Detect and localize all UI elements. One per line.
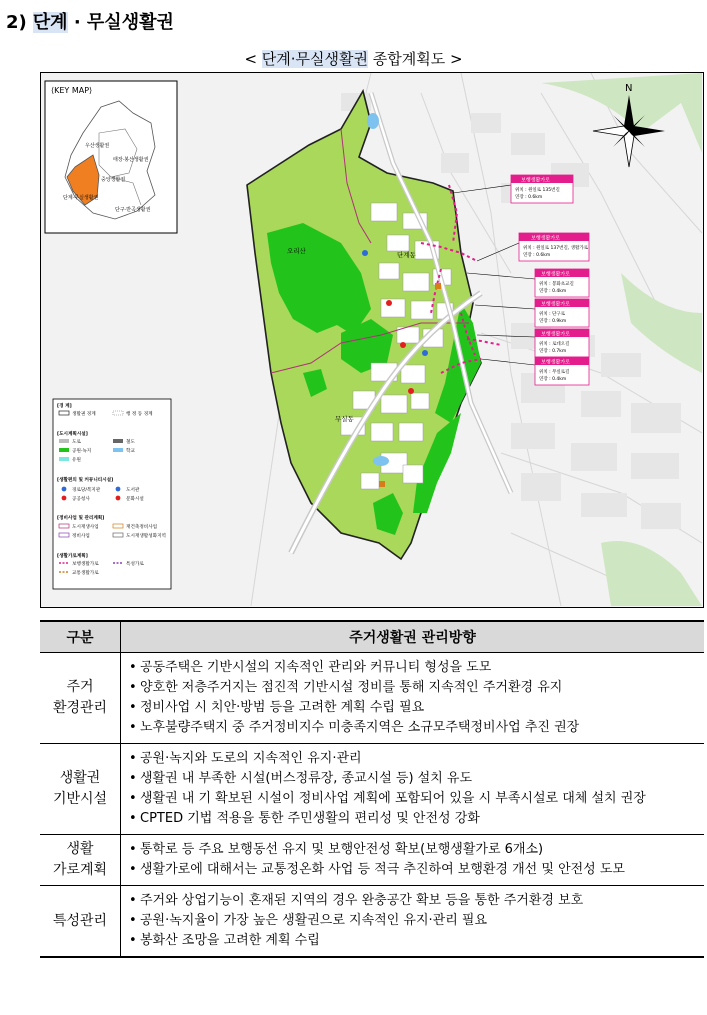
row-category <box>40 744 121 835</box>
legend-item-reconstruction: 재건축정비사업 <box>126 525 158 530</box>
caption-highlight: 단계·무실생활권 <box>261 50 368 68</box>
caption-prefix: < <box>244 50 262 68</box>
table-header-category: 구분 <box>40 621 121 653</box>
table-header-direction: 주거생활권 관리방향 <box>121 621 705 653</box>
management-direction-table <box>40 620 704 958</box>
map-caption <box>0 48 707 69</box>
list-item: • 생활권 내 부족한 시설(버스정류장, 종교시설 등) 설치 유도 <box>129 769 698 789</box>
table-row <box>40 744 704 835</box>
row-category <box>40 835 121 886</box>
list-item: • 통학로 등 주요 보행동선 유지 및 보행안전성 확보(보행생활가로 6개소) <box>129 840 698 860</box>
callout-6-title: 보행생활가로 <box>541 359 570 366</box>
map-label-dangye: 단계동 <box>397 251 416 259</box>
legend-frame <box>53 399 171 589</box>
legend-group-2-title: [도시계획시설] <box>57 432 88 437</box>
map-legend <box>53 399 171 589</box>
list-item: • 공원·녹지와 도로의 지속적인 유지·관리 <box>129 749 698 769</box>
legend-item-traffic-street: 교통생활가로 <box>72 571 99 576</box>
section-title <box>6 8 174 32</box>
key-map-title: ⟨KEY MAP⟩ <box>51 86 93 95</box>
legend-item-regeneration-zone: 도시재생활성화지역 <box>126 534 166 539</box>
category-line: 기반시설 <box>52 791 108 807</box>
row-items <box>121 744 705 835</box>
list-item: • 노후불량주택지 중 주거정비지수 미충족지역은 소규모주택정비사업 추진 권장 <box>129 718 698 738</box>
legend-item-boundary-area: 생활권 경계 <box>72 412 96 417</box>
legend-item-boundary-dong: 행 정 동 경계 <box>126 412 153 417</box>
legend-item-special-street: 특성가로 <box>126 562 144 567</box>
key-map-label-2: 태장·봉산생활권 <box>113 157 149 163</box>
callout-2-line-1: 위치 : 원일로 137번길, 생활가로 <box>523 246 589 251</box>
legend-item-regeneration: 도시재생사업 <box>72 525 99 530</box>
caption-suffix: 종합계획도 > <box>367 50 463 68</box>
callout-4-line-1: 위치 : 단구로 <box>539 312 566 317</box>
callout-5-line-2: 연장 : 0.7km <box>539 349 567 354</box>
legend-item-culture: 문화시설 <box>126 497 144 502</box>
callout-1-line-1: 위치 : 원일로 135번길 <box>515 188 560 193</box>
north-label: N <box>625 83 633 94</box>
callout-4-line-2: 연장 : 0.9km <box>539 319 567 324</box>
category-line: 주거 <box>66 679 94 695</box>
legend-item-park: 공원·녹지 <box>72 449 92 454</box>
legend-item-senior-center: 경로당/복지관 <box>72 488 101 493</box>
list-item: • 봉화산 조망을 고려한 계획 수립 <box>129 931 698 951</box>
legend-item-amusement: 유원 <box>72 458 81 463</box>
key-map-label-1: 우산생활권 <box>85 143 110 149</box>
callout-2-line-2: 연장 : 0.6km <box>523 253 551 258</box>
legend-item-maintenance: 정비사업 <box>72 534 90 539</box>
list-item: • 정비사업 시 치안·방범 등을 고려한 계획 수립 필요 <box>129 698 698 718</box>
row-items <box>121 653 705 744</box>
legend-item-public-office: 공공청사 <box>72 497 90 502</box>
category-line: 특성관리 <box>52 912 108 929</box>
category-line: 환경관리 <box>52 700 108 716</box>
list-item: • 생활가로에 대해서는 교통정온화 사업 등 적극 추진하여 보행환경 개선 및 안전성 도모 <box>129 860 698 880</box>
callout-5-title: 보행생활가로 <box>541 331 570 338</box>
table-row <box>40 653 704 744</box>
callout-3-title: 보행생활가로 <box>541 271 570 278</box>
callout-3-line-1: 위치 : 봉화초교길 <box>539 282 574 287</box>
callout-1-title: 보행생활가로 <box>521 177 550 184</box>
key-map-label-5: 단구·반곡생활권 <box>115 207 151 213</box>
table-row <box>40 835 704 886</box>
category-line: 가로계획 <box>52 862 108 878</box>
legend-group-1-title: [경 계] <box>57 404 72 409</box>
list-item: • 양호한 저층주거지는 점진적 기반시설 정비를 통해 지속적인 주거환경 유지 <box>129 678 698 698</box>
legend-item-road: 도로 <box>72 440 81 445</box>
comprehensive-plan-map <box>40 72 704 608</box>
callout-6-line-1: 위치 : 무실로길 <box>539 370 570 375</box>
callout-4-title: 보행생활가로 <box>541 301 570 308</box>
legend-item-pedestrian-street: 보행생활가로 <box>72 562 99 567</box>
list-item: • 생활권 내 기 확보된 시설이 정비사업 계획에 포함되어 있을 시 부족시설로 대체 설치 권장 <box>129 789 698 809</box>
callout-3-line-2: 연장 : 0.4km <box>539 289 567 294</box>
callout-5-line-1: 위치 : 로데오길 <box>539 342 570 347</box>
map-label-musil: 무실동 <box>335 415 354 423</box>
callout-2-title: 보행생활가로 <box>531 235 560 242</box>
callout-1-line-2: 연장 : 0.6km <box>515 195 543 200</box>
key-map-label-3: 중앙생활권 <box>101 177 126 183</box>
key-map <box>45 81 177 233</box>
legend-item-rail: 철도 <box>126 440 135 445</box>
legend-group-5-title: [생활가로계획] <box>57 554 88 559</box>
legend-group-4-title: [정비사업 및 관리계획] <box>57 516 105 521</box>
section-title-rest: · 무실생활권 <box>67 12 174 33</box>
category-line: 생활권 <box>59 770 101 786</box>
row-items <box>121 886 705 958</box>
legend-item-school: 학교 <box>126 449 135 454</box>
section-number: 2) <box>6 12 27 33</box>
map-label-ori-san: 오리산 <box>287 247 306 255</box>
section-title-highlight: 단계 <box>32 12 68 33</box>
row-category <box>40 653 121 744</box>
list-item: • 주거와 상업기능이 혼재된 지역의 경우 완충공간 확보 등을 통한 주거환경 보호 <box>129 891 698 911</box>
table-header-row <box>40 621 704 653</box>
row-category <box>40 886 121 958</box>
list-item: • 공동주택은 기반시설의 지속적인 관리와 커뮤니티 형성을 도모 <box>129 658 698 678</box>
list-item: • 공원·녹지율이 가장 높은 생활권으로 지속적인 유지·관리 필요 <box>129 911 698 931</box>
list-item: • CPTED 기법 적용을 통한 주민생활의 편리성 및 안전성 강화 <box>129 809 698 829</box>
key-map-label-4: 단계·무실생활권 <box>63 195 99 201</box>
legend-group-3-title: [생활편의 및 커뮤니티시설] <box>57 478 114 483</box>
legend-item-library: 도서관 <box>126 488 140 493</box>
row-items <box>121 835 705 886</box>
callout-6-line-2: 연장 : 0.4km <box>539 377 567 382</box>
category-line: 생활 <box>66 841 94 857</box>
table-row <box>40 886 704 958</box>
map-svg <box>41 73 702 606</box>
